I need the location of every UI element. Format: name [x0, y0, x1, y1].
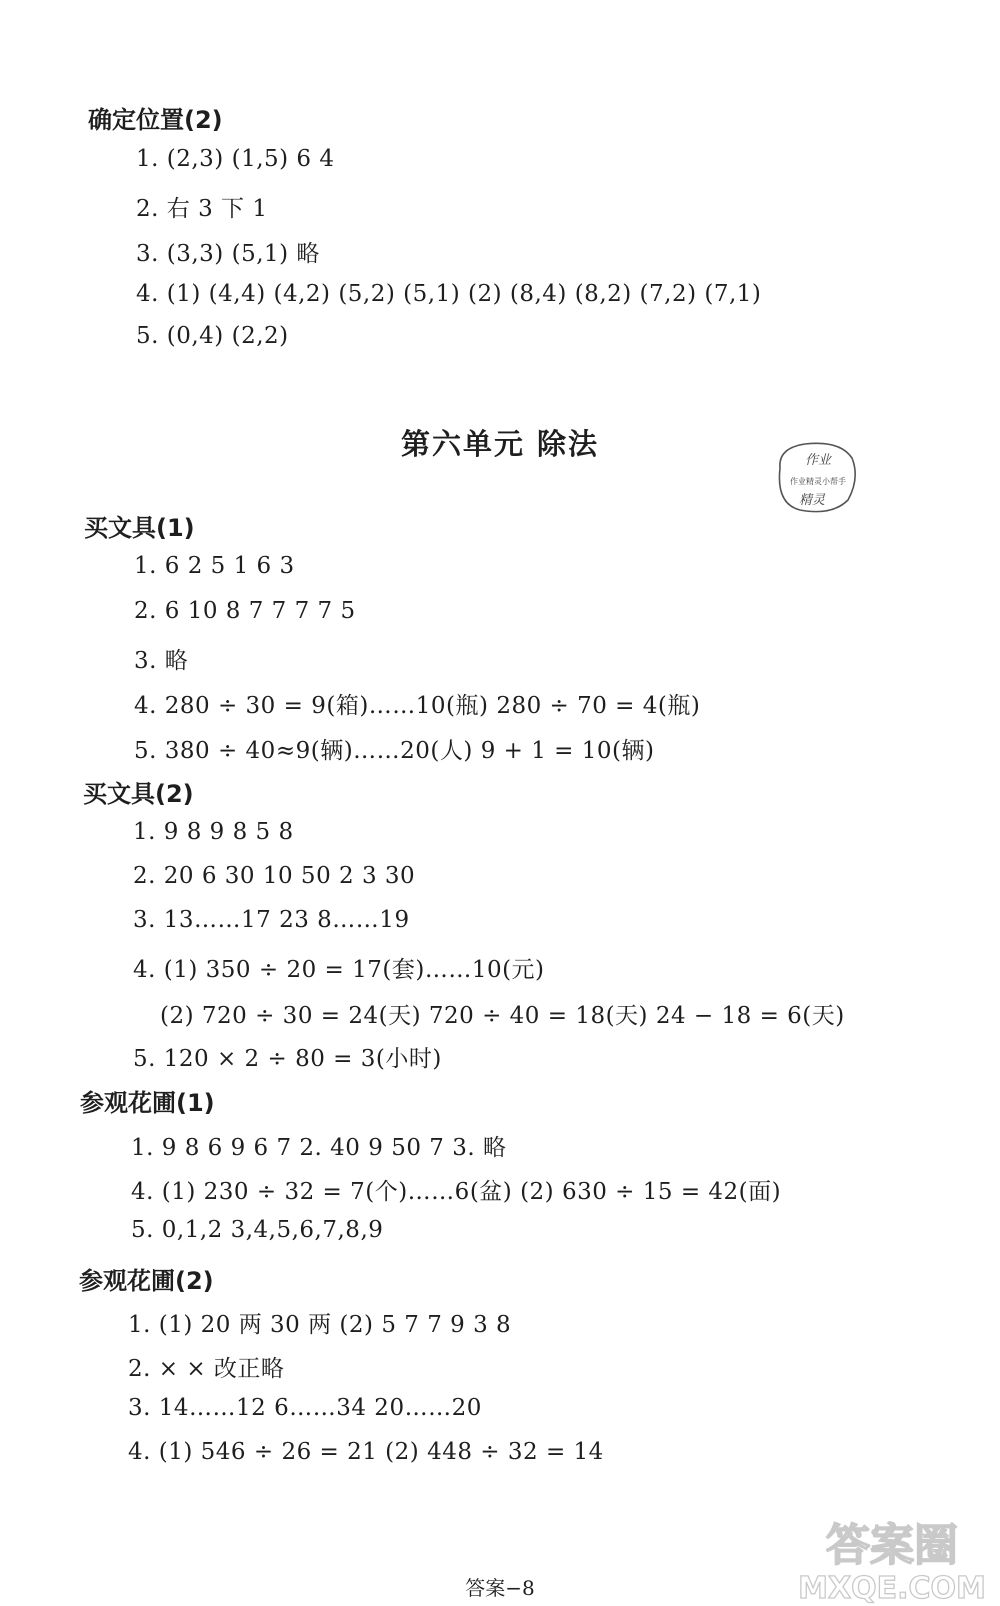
answer-line: 1. (1) 20 两 30 两 (2) 5 7 7 9 3 8	[128, 1312, 512, 1338]
answer-line: 3. (3,3) (5,1) 略	[136, 241, 320, 267]
section-heading: 参观花圃(2)	[79, 1267, 214, 1295]
answer-line: 1. 6 2 5 1 6 3	[134, 553, 295, 579]
stamp-top-text: 作业	[804, 453, 832, 468]
section-heading: 确定位置(2)	[88, 106, 223, 134]
stamp-middle-text: 作业精灵小帮手	[790, 477, 846, 486]
answer-line: 1. 9 8 6 9 6 7 2. 40 9 50 7 3. 略	[131, 1135, 507, 1161]
answer-line: 5. 0,1,2 3,4,5,6,7,8,9	[131, 1217, 384, 1243]
section-heading: 买文具(2)	[83, 780, 194, 808]
answer-line: 3. 13……17 23 8……19	[133, 907, 410, 933]
answer-line: 2. 6 10 8 7 7 7 7 5	[134, 598, 356, 624]
section-heading: 买文具(1)	[84, 514, 195, 542]
watermark-line1: 答案圈	[826, 1520, 958, 1571]
answer-line: 4. (1) 230 ÷ 32 = 7(个)……6(盆) (2) 630 ÷ 15 = 42(面)	[131, 1179, 782, 1205]
answer-line: 4. (1) 546 ÷ 26 = 21 (2) 448 ÷ 32 = 14	[128, 1439, 604, 1465]
answer-line: (2) 720 ÷ 30 = 24(天) 720 ÷ 40 = 18(天) 24 − 18 = 6(天)	[160, 1003, 845, 1029]
answer-line: 2. 右 3 下 1	[136, 196, 268, 222]
answer-line: 1. (2,3) (1,5) 6 4	[136, 146, 335, 172]
answer-line: 2. × × 改正略	[128, 1356, 285, 1382]
answer-line: 3. 略	[134, 648, 189, 674]
watermark-line2: MXQE.COM	[798, 1571, 986, 1606]
answer-line: 3. 14……12 6……34 20……20	[128, 1395, 482, 1421]
section-heading: 参观花圃(1)	[80, 1089, 215, 1117]
answer-line: 5. (0,4) (2,2)	[136, 323, 289, 349]
page-footer: 答案−8	[465, 1576, 535, 1600]
answer-line: 4. (1) 350 ÷ 20 = 17(套)……10(元)	[133, 957, 545, 983]
answer-line: 5. 380 ÷ 40≈9(辆)……20(人) 9 + 1 = 10(辆)	[134, 738, 655, 764]
answer-line: 2. 20 6 30 10 50 2 3 30	[133, 863, 416, 889]
answer-line: 5. 120 × 2 ÷ 80 = 3(小时)	[133, 1046, 442, 1072]
stamp-logo	[770, 438, 860, 518]
answer-line: 4. 280 ÷ 30 = 9(箱)……10(瓶) 280 ÷ 70 = 4(瓶)	[134, 693, 701, 719]
stamp-bottom-text: 精灵	[798, 493, 826, 508]
answer-line: 4. (1) (4,4) (4,2) (5,2) (5,1) (2) (8,4) (8,2) (7,2) (7,1)	[136, 281, 762, 307]
answer-line: 1. 9 8 9 8 5 8	[133, 819, 294, 845]
unit-title: 第六单元 除法	[400, 427, 600, 461]
